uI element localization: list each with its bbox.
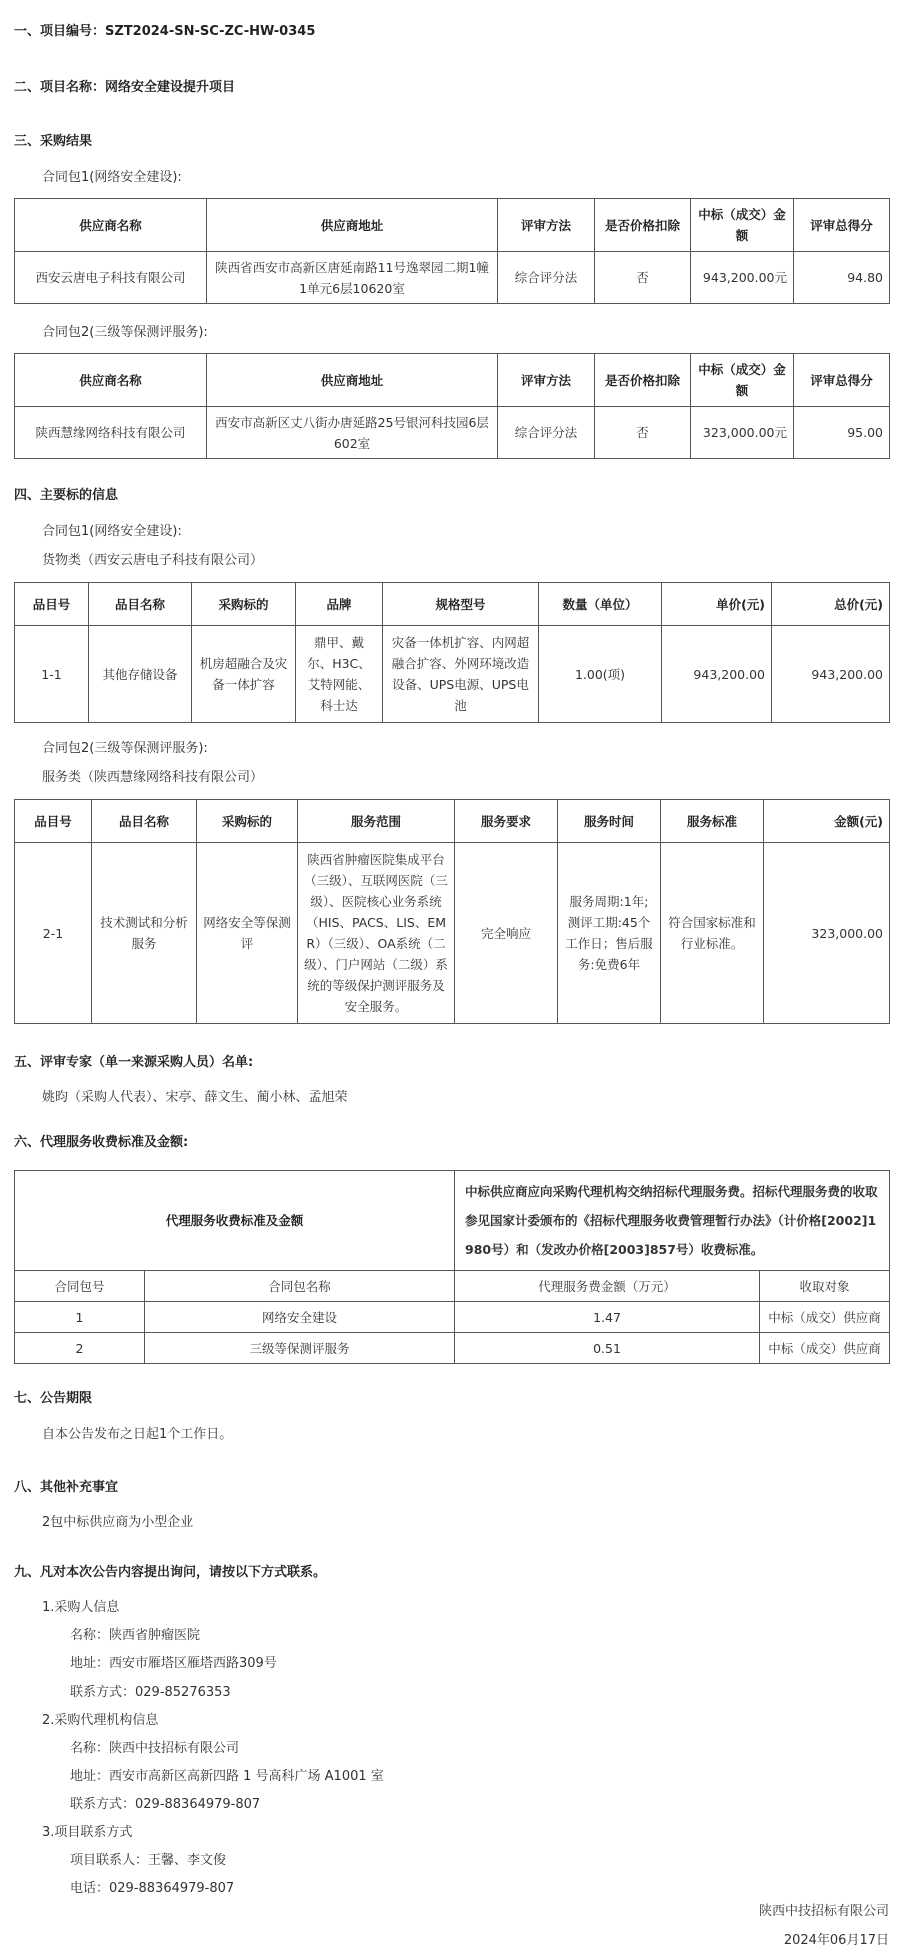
agency-phone: 联系方式：029-88364979-807 <box>70 1797 261 1812</box>
header-total-price: 总价(元) <box>772 583 890 626</box>
header-supplier-address: 供应商地址 <box>207 354 498 407</box>
brand: 鼎甲、戴尔、H3C、艾特网能、科士达 <box>296 626 383 723</box>
table-row <box>15 407 890 459</box>
header-item-no: 品目号 <box>15 583 89 626</box>
header-fee-payer: 收取对象 <box>760 1271 890 1302</box>
results-pkg2-label: 合同包2(三级等保测评服务): <box>42 325 208 340</box>
section-title-results: 三、采购结果 <box>14 134 93 149</box>
section-title-supplementary: 八、其他补充事宜 <box>14 1480 119 1495</box>
results-pkg1-label: 合同包1(网络安全建设): <box>42 170 182 185</box>
service-time: 服务周期:1年;测评工期:45个工作日；售后服务:免费6年 <box>558 843 661 1024</box>
table-header-row <box>15 800 890 843</box>
supplier-address: 西安市高新区丈八街办唐延路25号银河科技园6层602室 <box>207 407 498 459</box>
results-table-pkg1 <box>14 198 890 304</box>
header-spec-model: 规格型号 <box>383 583 539 626</box>
procurement-object: 机房超融合及灾备一体扩容 <box>192 626 296 723</box>
table-row <box>15 843 890 1024</box>
section-title-items: 四、主要标的信息 <box>14 488 119 503</box>
header-supplier-name: 供应商名称 <box>15 354 207 407</box>
total-score: 94.80 <box>794 252 890 304</box>
project-contact-title: 3.项目联系方式 <box>42 1825 133 1840</box>
table-header-row <box>15 583 890 626</box>
table-header-row <box>15 1271 890 1302</box>
unit-price: 943,200.00 <box>662 626 772 723</box>
purchaser-phone: 联系方式：029-85276353 <box>70 1685 231 1700</box>
agency-name: 名称：陕西中技招标有限公司 <box>70 1741 240 1756</box>
services-table <box>14 799 890 1024</box>
fee-amount: 1.47 <box>455 1302 760 1333</box>
section-title-contact: 九、凡对本次公告内容提出询问，请按以下方式联系。 <box>14 1565 327 1580</box>
footer-company: 陕西中技招标有限公司 <box>758 1904 889 1919</box>
agency-fee-table <box>14 1170 890 1364</box>
price-deduction: 否 <box>595 407 691 459</box>
award-amount: 323,000.00元 <box>691 407 794 459</box>
header-unit-price: 单价(元) <box>662 583 772 626</box>
header-review-method: 评审方法 <box>498 199 595 252</box>
project-number <box>14 20 315 39</box>
table-row <box>15 626 890 723</box>
supplier-address: 陕西省西安市高新区唐延南路11号逸翠园二期1幢1单元6层10620室 <box>207 252 498 304</box>
table-header-row <box>15 354 890 407</box>
section-title-experts: 五、评审专家（单一来源采购人员）名单: <box>14 1055 254 1070</box>
package-name: 网络安全建设 <box>145 1302 455 1333</box>
fee-standard-row <box>15 1171 890 1271</box>
header-service-requirement: 服务要求 <box>455 800 558 843</box>
items-pkg2-subtitle: 服务类（陕西慧缘网络科技有限公司） <box>42 770 264 785</box>
header-award-amount: 中标（成交）金额 <box>691 199 794 252</box>
header-total-score: 评审总得分 <box>794 199 890 252</box>
footer-date: 2024年06月17日 <box>783 1933 889 1948</box>
review-method: 综合评分法 <box>498 252 595 304</box>
table-row <box>15 1302 890 1333</box>
fee-amount: 0.51 <box>455 1333 760 1364</box>
procurement-object: 网络安全等保测评 <box>197 843 298 1024</box>
service-standard: 符合国家标准和行业标准。 <box>661 843 764 1024</box>
experts-list: 姚昀（采购人代表）、宋亭、薛文生、蔺小林、孟旭荣 <box>42 1090 348 1105</box>
header-item-name: 品目名称 <box>89 583 192 626</box>
service-requirement: 完全响应 <box>455 843 558 1024</box>
header-fee-amount: 代理服务费金额（万元） <box>455 1271 760 1302</box>
project-contact-person: 项目联系人：王馨、李文俊 <box>70 1853 227 1868</box>
items-pkg2-label: 合同包2(三级等保测评服务): <box>42 741 208 756</box>
header-award-amount: 中标（成交）金额 <box>691 354 794 407</box>
package-name: 三级等保测评服务 <box>145 1333 455 1364</box>
header-service-standard: 服务标准 <box>661 800 764 843</box>
header-total-score: 评审总得分 <box>794 354 890 407</box>
fee-payer: 中标（成交）供应商 <box>760 1333 890 1364</box>
goods-table <box>14 582 890 723</box>
header-supplier-name: 供应商名称 <box>15 199 207 252</box>
purchaser-info-title: 1.采购人信息 <box>42 1600 120 1615</box>
announcement-period: 自本公告发布之日起1个工作日。 <box>42 1427 233 1442</box>
agency-address: 地址：西安市高新区高新四路 1 号高科广场 A1001 室 <box>70 1769 384 1784</box>
project-name-label: 二、项目名称： <box>14 80 106 95</box>
item-no: 1-1 <box>15 626 89 723</box>
header-procurement-object: 采购标的 <box>192 583 296 626</box>
fee-standard-note: 中标供应商应向采购代理机构交纳招标代理服务费。招标代理服务费的收取参见国家计委颁布的《招标代理服务收费管理暂行办法》（计价格[2002]1980号）和（发改办价格[2003]857号）收费标准。 <box>455 1171 890 1271</box>
table-header-row <box>15 199 890 252</box>
items-pkg1-subtitle: 货物类（西安云唐电子科技有限公司） <box>42 553 264 568</box>
results-table-pkg2 <box>14 353 890 459</box>
supplier-name: 西安云唐电子科技有限公司 <box>15 252 207 304</box>
service-scope: 陕西省肿瘤医院集成平台（三级）、互联网医院（三级）、医院核心业务系统（HIS、PACS、LIS、EMR）（三级）、OA系统（二级）、门户网站（二级）系统的等级保护测评服务及安全服务。 <box>298 843 455 1024</box>
award-amount: 943,200.00元 <box>691 252 794 304</box>
header-procurement-object: 采购标的 <box>197 800 298 843</box>
table-row <box>15 1333 890 1364</box>
header-item-no: 品目号 <box>15 800 92 843</box>
header-brand: 品牌 <box>296 583 383 626</box>
header-price-deduction: 是否价格扣除 <box>595 199 691 252</box>
header-quantity: 数量（单位） <box>539 583 662 626</box>
header-package-name: 合同包名称 <box>145 1271 455 1302</box>
header-price-deduction: 是否价格扣除 <box>595 354 691 407</box>
supplier-name: 陕西慧缘网络科技有限公司 <box>15 407 207 459</box>
fee-standard-label: 代理服务收费标准及金额 <box>15 1171 455 1271</box>
header-package-no: 合同包号 <box>15 1271 145 1302</box>
package-no: 2 <box>15 1333 145 1364</box>
header-service-time: 服务时间 <box>558 800 661 843</box>
header-supplier-address: 供应商地址 <box>207 199 498 252</box>
spec-model: 灾备一体机扩容、内网超融合扩容、外网环境改造设备、UPS电源、UPS电池 <box>383 626 539 723</box>
package-no: 1 <box>15 1302 145 1333</box>
supplementary-note: 2包中标供应商为小型企业 <box>42 1515 194 1530</box>
section-title-agency-fee: 六、代理服务收费标准及金额: <box>14 1135 189 1150</box>
header-review-method: 评审方法 <box>498 354 595 407</box>
item-no: 2-1 <box>15 843 92 1024</box>
header-item-name: 品目名称 <box>92 800 197 843</box>
project-name-value: 网络安全建设提升项目 <box>105 80 236 95</box>
purchaser-name: 名称：陕西省肿瘤医院 <box>70 1628 201 1643</box>
project-name <box>14 76 235 95</box>
items-pkg1-label: 合同包1(网络安全建设): <box>42 524 182 539</box>
amount: 323,000.00 <box>764 843 890 1024</box>
item-name: 技术测试和分析服务 <box>92 843 197 1024</box>
purchaser-address: 地址：西安市雁塔区雁塔西路309号 <box>70 1656 277 1671</box>
item-name: 其他存储设备 <box>89 626 192 723</box>
project-contact-phone: 电话：029-88364979-807 <box>70 1881 235 1896</box>
header-service-scope: 服务范围 <box>298 800 455 843</box>
quantity: 1.00(项) <box>539 626 662 723</box>
table-row <box>15 252 890 304</box>
project-number-value: SZT2024-SN-SC-ZC-HW-0345 <box>105 24 316 39</box>
price-deduction: 否 <box>595 252 691 304</box>
section-title-period: 七、公告期限 <box>14 1391 93 1406</box>
review-method: 综合评分法 <box>498 407 595 459</box>
total-price: 943,200.00 <box>772 626 890 723</box>
fee-payer: 中标（成交）供应商 <box>760 1302 890 1333</box>
total-score: 95.00 <box>794 407 890 459</box>
agency-info-title: 2.采购代理机构信息 <box>42 1713 159 1728</box>
header-amount: 金额(元) <box>764 800 890 843</box>
project-number-label: 一、项目编号： <box>14 24 106 39</box>
